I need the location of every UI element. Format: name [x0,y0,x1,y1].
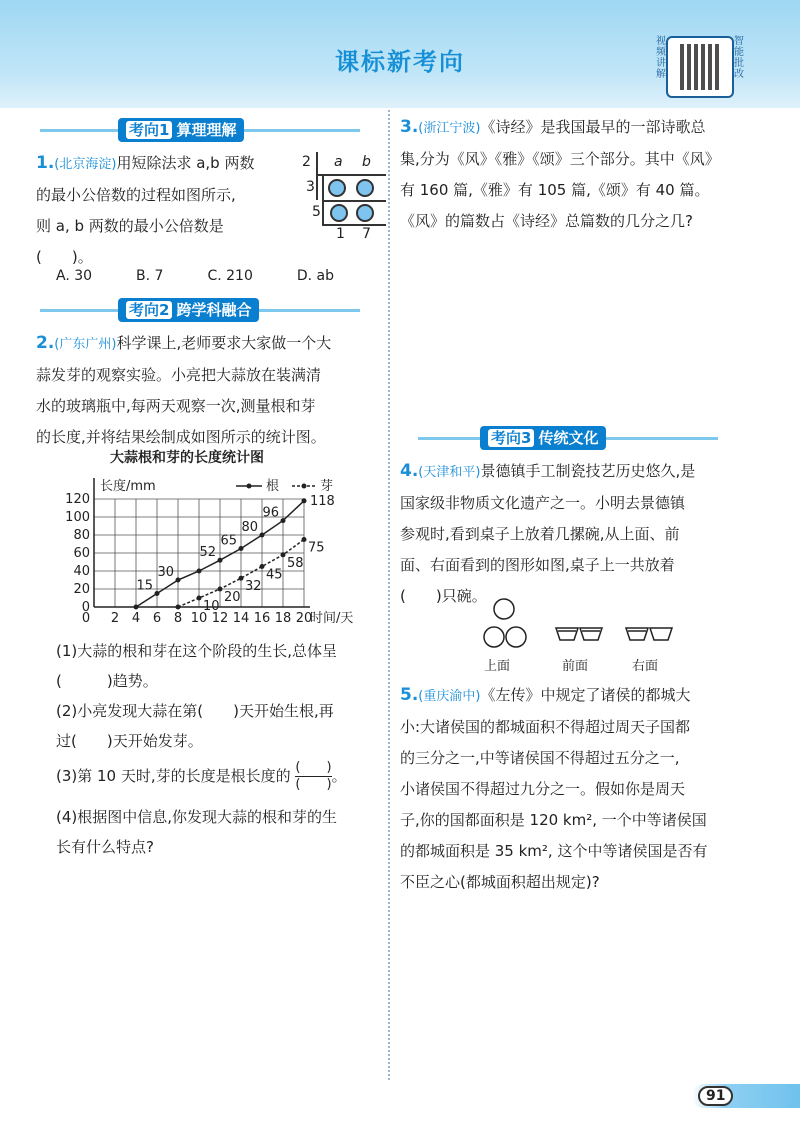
question-3 [400,112,770,237]
data-label: 20 [224,590,241,605]
question-line: 的三分之一,中等诸侯国不得超过五分之一, [400,749,680,767]
question-line: 集,分为《风》《雅》《颂》三个部分。其中《风》 [400,150,720,168]
option-d[interactable]: D. ab [296,268,335,284]
legend-marker-sprout [302,484,307,489]
question-line: 不臣之心(都城面积超出规定)? [400,873,600,891]
section-badge [118,298,259,322]
section-label: 传统文化 [538,429,599,447]
section-badge [118,118,244,142]
question-line: 小:大诸侯国的都城面积不得超过周天子国都 [400,718,691,736]
data-point-root [302,498,307,503]
y-tick-label: 100 [65,510,90,525]
question-line: 《左传》中规定了诸侯的都城大 [480,686,691,704]
y-tick-label: 40 [73,564,90,579]
question-2-sub3 [56,760,386,793]
short-division-diagram [300,152,392,242]
data-point-root [218,558,223,563]
y-tick-label: 60 [73,546,90,561]
bowl-views-figure [480,595,700,655]
bowl-icon [556,628,602,640]
sub-question: 过( )天开始发芽。 [56,732,203,750]
line-chart [40,470,380,630]
data-label: 10 [203,599,220,614]
fraction-end: 。 [331,767,347,785]
question-line: 面、右面看到的图形如图,桌子上一共放着 [400,556,675,574]
question-source: (浙江宁波) [418,121,481,136]
fraction-top: ( ) [295,760,332,775]
divisor: 5 [312,204,321,220]
var-b: b [362,154,371,170]
section-num: 考向3 [488,429,534,447]
question-line: 小诸侯国不得超过九分之一。假如你是周天 [400,780,686,798]
right-view [626,628,672,640]
question-line: 《风》的篇数占《诗经》总篇数的几分之几? [400,212,693,230]
section-num: 考向1 [126,121,172,139]
question-number: 5. [400,685,419,705]
division-bar [316,152,318,200]
data-point-root [176,578,181,583]
question-line: 国家级非物质文化遗产之一。小明去景德镇 [400,494,686,512]
legend-label-root: 根 [266,479,280,494]
data-label: 30 [157,565,174,580]
divisor: 2 [302,154,311,170]
data-label: 118 [310,493,335,509]
x-tick-label: 16 [253,611,271,626]
data-point-sprout [239,576,244,581]
question-line: 的最小公倍数的过程如图所示, [36,186,236,204]
x-origin-label: 0 [81,611,91,626]
section-1-header [40,118,360,142]
question-5 [400,680,775,898]
data-point-sprout [218,587,223,592]
data-point-sprout [281,552,286,557]
legend-marker-root [247,484,252,489]
section-label: 算理理解 [176,121,237,139]
question-4 [400,456,770,612]
question-number: 1. [36,153,55,173]
section-badge [480,426,606,450]
data-point-sprout [260,564,265,569]
question-line: 的长度,并将结果绘制成如图所示的统计图。 [36,428,326,446]
sub-question: (3)第 10 天时,芽的长度是根长度的 [56,767,291,785]
question-line: 科学课上,老师要求大家做一个大 [116,334,332,352]
division-line [324,224,386,226]
question-number: 4. [400,461,419,481]
question-2 [36,328,381,453]
qr-label-grading: 智能批改 [734,36,744,80]
question-2-subs [56,636,386,756]
unknown-circle [330,204,348,222]
question-source: (北京海淀) [54,157,117,172]
answer-blank[interactable]: ( )。 [36,248,93,266]
page-number: 91 [698,1086,733,1106]
quotient: 1 [336,226,345,242]
qr-label-video: 视频讲解 [656,36,666,80]
data-label: 96 [262,505,279,521]
data-point-root [260,533,265,538]
x-tick-label: 20 [295,611,313,626]
view-label-right: 右面 [632,659,659,674]
y-tick-label: 0 [81,600,90,615]
column-divider [388,110,390,1080]
unknown-circle [328,179,346,197]
data-point-sprout [176,605,181,610]
option-b[interactable]: B. 7 [136,268,164,284]
x-tick-label: 8 [173,611,183,626]
unknown-circle [356,204,374,222]
answer-blank[interactable]: ( )只碗。 [400,587,487,605]
question-source: (广东广州) [54,337,117,352]
y-tick-label: 120 [65,492,90,507]
divisor: 3 [306,179,315,195]
question-line: 的都城面积是 35 km², 这个中等诸侯国是否有 [400,842,708,860]
question-line: 水的玻璃瓶中,每两天观察一次,测量根和芽 [36,397,316,415]
page-title: 课标新考向 [335,48,465,76]
x-tick-label: 12 [211,611,229,626]
option-c[interactable]: C. 210 [207,268,253,284]
question-line: 有 160 篇,《雅》有 105 篇,《颂》有 40 篇。 [400,181,710,199]
question-line: 用短除法求 a,b 两数 [116,154,255,172]
top-view-circle [484,627,504,647]
x-tick-label: 18 [274,611,292,626]
view-label-front: 前面 [562,659,589,674]
y-tick-label: 20 [73,582,90,597]
qr-code[interactable] [666,36,734,98]
data-point-root [134,605,139,610]
data-point-root [281,518,286,523]
question-number: 3. [400,117,419,137]
data-label: 52 [199,545,216,561]
legend-label-sprout: 芽 [320,479,334,494]
data-label: 58 [287,555,304,571]
question-1 [36,148,306,273]
sub-question: (4)根据图中信息,你发现大蒜的根和芽的生 [56,808,338,826]
options [56,268,378,284]
data-label: 75 [308,540,325,556]
x-axis-label: 时间/天 [310,611,354,626]
question-line: 参观时,看到桌子上放着几摞碗,从上面、前 [400,525,680,543]
division-line [322,200,386,202]
view-label-top: 上面 [484,659,511,674]
section-label: 跨学科融合 [176,301,252,319]
data-point-root [155,591,160,596]
top-view-circle [494,599,514,619]
y-tick-label: 80 [73,528,90,543]
section-num: 考向2 [126,301,172,319]
y-axis-label: 长度/mm [100,479,156,494]
sub-question: (1)大蒜的根和芽在这个阶段的生长,总体呈 [56,642,338,660]
data-label: 80 [241,520,258,535]
data-point-sprout [302,537,307,542]
question-number: 2. [36,333,55,353]
bowl-icon [626,628,672,640]
x-tick-label: 2 [110,611,120,626]
data-point-sprout [197,596,202,601]
sub-question: 长有什么特点? [56,838,154,856]
question-line: 景德镇手工制瓷技艺历史悠久,是 [480,462,696,480]
bowl-views [480,595,700,675]
fraction-bottom: ( ) [295,777,332,792]
answer-blank[interactable]: ( )趋势。 [56,672,158,690]
fraction-blank[interactable] [295,760,331,793]
question-line: 《诗经》是我国最早的一部诗歌总 [480,118,706,136]
top-view-circle [506,627,526,647]
var-a: a [334,154,343,170]
division-line [316,174,386,176]
option-a[interactable]: A. 30 [56,268,93,284]
chart-title: 大蒜根和芽的长度统计图 [110,450,264,466]
question-line: 蒜发芽的观察实验。小亮把大蒜放在装满清 [36,366,322,384]
sub-question: (2)小亮发现大蒜在第( )天开始生根,再 [56,702,334,720]
question-line: 则 a, b 两数的最小公倍数是 [36,217,224,235]
data-label: 15 [136,578,153,594]
qr-code-icon [680,44,720,90]
data-point-root [197,569,202,574]
data-point-root [239,546,244,551]
quotient: 7 [362,226,371,242]
question-line: 子,你的国都面积是 120 km², 一个中等诸侯国 [400,811,707,829]
x-tick-label: 14 [232,611,250,626]
section-3-header [418,426,718,450]
data-label: 45 [266,567,283,583]
data-label: 65 [220,533,237,549]
x-tick-label: 6 [152,611,162,626]
front-view [556,628,602,640]
question-source: (重庆渝中) [418,689,481,704]
question-source: (天津和平) [418,465,481,480]
x-tick-label: 10 [190,611,208,626]
x-tick-label: 4 [131,611,141,626]
data-label: 32 [245,579,262,595]
unknown-circle [356,179,374,197]
question-2-sub4 [56,802,386,862]
page-number-bar [692,1084,800,1108]
section-2-header [40,298,360,322]
